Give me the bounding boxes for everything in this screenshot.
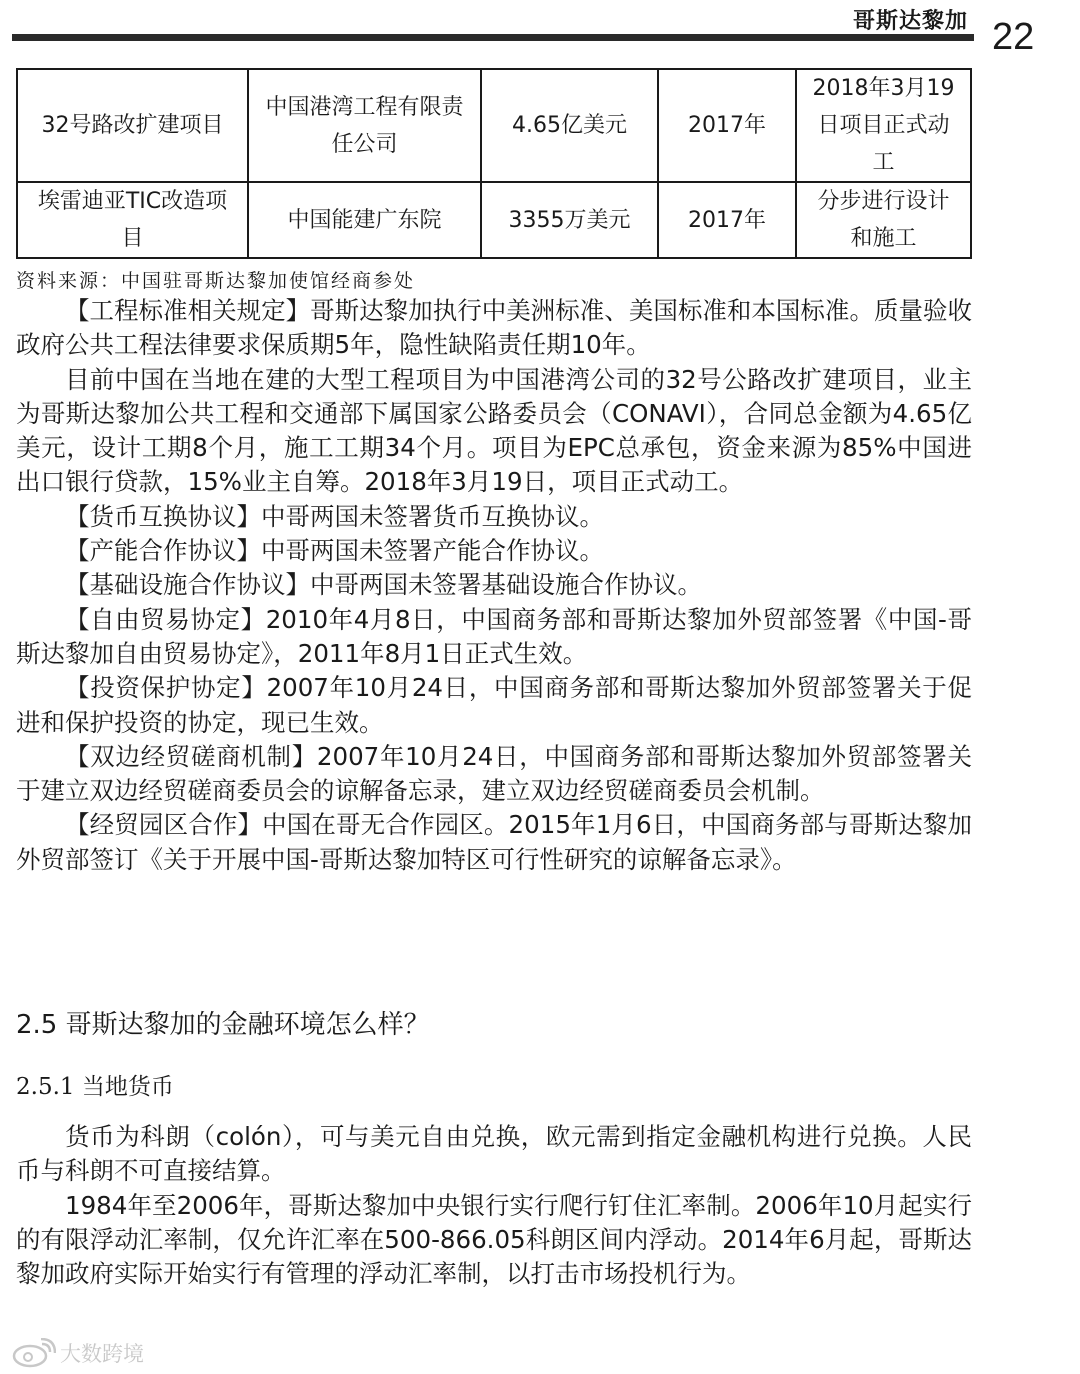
weibo-logo-icon [10,1338,56,1368]
table-cell-status: 分步进行设计和施工 [796,182,971,258]
source-note: 资料来源：中国驻哥斯达黎加使馆经商参处 [16,270,416,292]
table-cell-status: 2018年3月19日项目正式动工 [796,69,971,182]
project-table [16,68,972,259]
table-cell-year: 2017年 [658,182,796,258]
paragraph-currency-swap: 【货币互换协议】中哥两国未签署货币互换协议。 [65,501,604,531]
paragraph-investment-protection: 【投资保护协定】2007年10月24日，中国商务部和哥斯达黎加外贸部签署关于促进和保护投资的协定，现已生效。 [16,673,972,737]
table-row [17,69,971,182]
header-rule [12,34,974,41]
paragraph-projects: 目前中国在当地在建的大型工程项目为中国港湾公司的32号公路改扩建项目，业主为哥斯达黎加公共工程和交通部下属国家公路委员会（CONAVI），合同总金额为4.65亿美元，设计工期8个月，施工工期34个月。项目为EPC总承包，资金来源为85%中国进出口银行贷款，15%业主自筹。2018年3月19日，项目正式动工。 [16,364,972,497]
paragraph-free-trade: 【自由贸易协定】2010年4月8日，中国商务部和哥斯达黎加外贸部签署《中国-哥斯达黎加自由贸易协定》，2011年8月1日正式生效。 [16,604,972,668]
table-cell-project: 32号路改扩建项目 [17,69,248,182]
table-cell-amount: 4.65亿美元 [481,69,658,182]
table-cell-amount: 3355万美元 [481,182,658,258]
watermark [10,1338,144,1368]
body-text-currency [16,1120,972,1291]
subsection-heading: 2.5.1 当地货币 [16,1074,174,1100]
header-title: 哥斯达黎加 [852,9,968,34]
table-cell-company: 中国能建广东院 [248,182,481,258]
page-number: 22 [992,16,1035,58]
section-heading: 2.5 哥斯达黎加的金融环境怎么样？ [16,1010,430,1040]
paragraph-exchange-rate: 1984年至2006年，哥斯达黎加中央银行实行爬行钉住汇率制。2006年10月起实行的有限浮动汇率制，仅允许汇率在500-866.05科朗区间内浮动。2014年6月起，哥斯达黎加政府实际开始实行有管理的浮动汇率制，以打击市场投机行为。 [16,1190,972,1289]
body-text [16,294,972,877]
paragraph-bilateral-mechanism: 【双边经贸磋商机制】2007年10月24日，中国商务部和哥斯达黎加外贸部签署关于建立双边经贸磋商委员会的谅解备忘录，建立双边经贸磋商委员会机制。 [16,741,972,806]
table-cell-year: 2017年 [658,69,796,182]
paragraph-engineering-standards: 【工程标准相关规定】哥斯达黎加执行中美洲标准、美国标准和本国标准。质量验收政府公共工程法律要求保质期5年，隐性缺陷责任期10年。 [16,296,972,360]
paragraph-currency: 货币为科朗（colón），可与美元自由兑换，欧元需到指定金融机构进行兑换。人民币与科朗不可直接结算。 [16,1122,972,1186]
paragraph-infrastructure: 【基础设施合作协议】中哥两国未签署基础设施合作协议。 [65,570,702,600]
table-row [17,182,971,258]
table-cell-project: 埃雷迪亚TIC改造项目 [17,182,248,258]
watermark-text: 大数跨境 [60,1342,144,1366]
paragraph-trade-zone: 【经贸园区合作】中国在哥无合作园区。2015年1月6日，中国商务部与哥斯达黎加外贸部签订《关于开展中国-哥斯达黎加特区可行性研究的谅解备忘录》。 [16,810,972,874]
paragraph-capacity-cooperation: 【产能合作协议】中哥两国未签署产能合作协议。 [65,536,604,566]
table-cell-company: 中国港湾工程有限责任公司 [248,69,481,182]
